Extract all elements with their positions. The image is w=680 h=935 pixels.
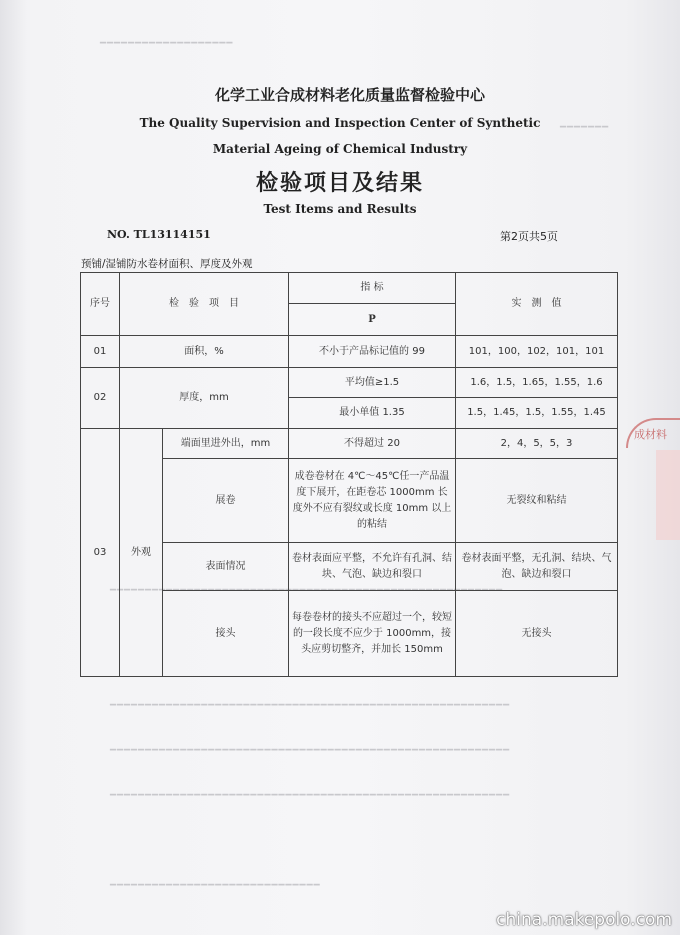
row-measured: 无裂纹和粘结 — [456, 459, 618, 543]
bleed-through-text: ━━━━━━━ — [560, 122, 610, 133]
header-item: 检 验 项 目 — [120, 273, 289, 336]
table-header-row — [81, 273, 618, 304]
center-name-en-line1: The Quality Supervision and Inspection Center of Synthetic — [139, 116, 541, 130]
row-seq: 03 — [81, 429, 120, 677]
row-index: 卷材表面应平整，不允许有孔洞、结块、气泡、缺边和裂口 — [289, 543, 456, 591]
row-measured: 卷材表面平整，无孔洞、结块、气泡、缺边和裂口 — [456, 543, 618, 591]
table-row — [81, 336, 618, 368]
bleed-through-text: ━━━━━━━━━━━━━━━━━━━━━━━━━━━━━━━━━━━━━━━━━━━━━━━━━━━━━━━━ — [110, 585, 504, 596]
row-index: 每卷卷材的接头不应超过一个，较短的一段长度不应少于 1000mm，接头应剪切整齐，并加长 150mm — [289, 591, 456, 677]
row-item: 面积，% — [120, 336, 289, 368]
row-item: 外观 — [120, 429, 163, 677]
row-measured: 1.5，1.45，1.5，1.55，1.45 — [456, 398, 618, 429]
header-index: 指 标 — [289, 273, 456, 304]
red-stamp: 成材料 — [626, 418, 680, 448]
row-index: 成卷卷材在 4℃～45℃任一产品温度下展开，在距卷芯 1000mm 长度外不应有裂纹或长度 10mm 以上的粘结 — [289, 459, 456, 543]
watermark: china.makepolo.com — [496, 910, 672, 930]
table-row — [81, 368, 618, 398]
bleed-through-text: ━━━━━━━━━━━━━━━━━━━ — [100, 38, 234, 49]
page-number: 第2页共5页 — [500, 230, 558, 243]
row-seq: 01 — [81, 336, 120, 368]
row-subitem: 接头 — [163, 591, 289, 677]
row-subitem: 端面里进外出，mm — [163, 429, 289, 459]
header-measured: 实 测 值 — [456, 273, 618, 336]
red-stamp-edge — [656, 450, 680, 540]
report-number: NO. TL13114151 — [107, 228, 211, 241]
row-measured: 2，4，5，5，3 — [456, 429, 618, 459]
row-subitem: 展卷 — [163, 459, 289, 543]
bleed-through-text: ━━━━━━━━━━━━━━━━━━━━━━━━━━━━━━ — [110, 880, 321, 891]
page-title: 检验项目及结果 — [255, 171, 424, 196]
row-index: 不小于产品标记值的 99 — [289, 336, 456, 368]
header-index-sub: P — [289, 304, 456, 336]
bleed-through-text: ━━━━━━━━━━━━━━━━━━━━━━━━━━━━━━━━━━━━━━━━━━━━━━━━━━━━━━━━━ — [110, 700, 511, 711]
page-subtitle: Test Items and Results — [263, 202, 417, 216]
row-subitem: 表面情况 — [163, 543, 289, 591]
center-name-en-line2: Material Ageing of Chemical Industry — [212, 142, 468, 156]
row-index: 不得超过 20 — [289, 429, 456, 459]
row-measured: 101，100，102，101，101 — [456, 336, 618, 368]
row-index: 平均值≥1.5 — [289, 368, 456, 398]
row-item: 厚度，mm — [120, 368, 289, 429]
row-measured: 无接头 — [456, 591, 618, 677]
table-row — [81, 429, 618, 459]
section-title: 预铺/湿铺防水卷材面积、厚度及外观 — [81, 258, 253, 270]
center-name-cn: 化学工业合成材料老化质量监督检验中心 — [214, 86, 485, 104]
row-index: 最小单值 1.35 — [289, 398, 456, 429]
header-seq: 序号 — [81, 273, 120, 336]
row-seq: 02 — [81, 368, 120, 429]
results-table — [80, 272, 618, 677]
row-measured: 1.6，1.5，1.65，1.55，1.6 — [456, 368, 618, 398]
bleed-through-text: ━━━━━━━━━━━━━━━━━━━━━━━━━━━━━━━━━━━━━━━━━━━━━━━━━━━━━━━━━ — [110, 790, 511, 801]
bleed-through-text: ━━━━━━━━━━━━━━━━━━━━━━━━━━━━━━━━━━━━━━━━━━━━━━━━━━━━━━━━━ — [110, 745, 511, 756]
